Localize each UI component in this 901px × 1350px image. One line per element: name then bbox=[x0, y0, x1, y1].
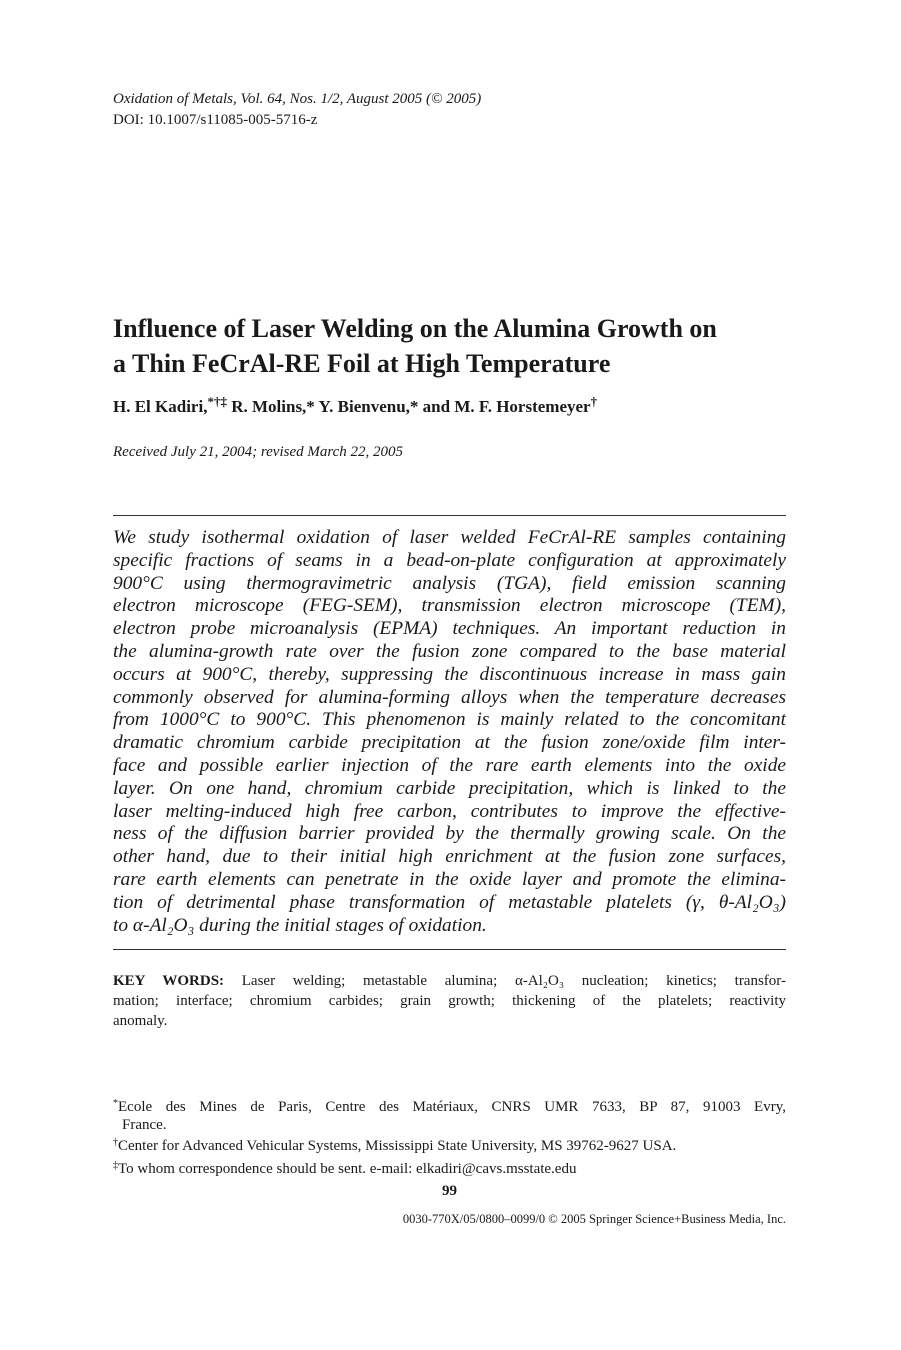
paper-title bbox=[113, 311, 786, 381]
abstract-line: tion of detrimental phase transformation of metastable platelets (γ, θ-Al₂O₃) bbox=[113, 891, 786, 913]
abstract-line: the alumina-growth rate over the fusion zone compared to the base material bbox=[113, 640, 786, 662]
author-name: M. F. Horstemeyer bbox=[454, 397, 591, 416]
title-line: a Thin FeCrAl-RE Foil at High Temperature bbox=[113, 349, 611, 378]
abstract-line: laser melting-induced high free carbon, contributes to improve the effective- bbox=[113, 800, 786, 822]
keywords-line: anomaly. bbox=[113, 1013, 168, 1029]
keywords-line bbox=[113, 971, 786, 991]
abstract-line: from 1000°C to 900°C. This phenomenon is mainly related to the concomitant bbox=[113, 709, 786, 731]
journal-citation: Oxidation of Metals, Vol. 64, Nos. 1/2, August 2005 (© 2005) bbox=[113, 91, 482, 107]
doi: DOI: 10.1007/s11085-005-5716-z bbox=[113, 112, 318, 128]
abstract-line: electron microscope (FEG-SEM), transmission electron microscope (TEM), bbox=[113, 595, 786, 617]
page-number: 99 bbox=[442, 1183, 457, 1199]
author-name: Y. Bienvenu,* bbox=[318, 397, 419, 416]
footnote-line bbox=[113, 1098, 786, 1116]
abstract-line: to α-Al₂O₃ during the initial stages of oxidation. bbox=[113, 914, 487, 936]
keywords-label: KEY WORDS: bbox=[113, 973, 225, 989]
footnote-affiliation bbox=[113, 1098, 786, 1134]
author-name: H. El Kadiri, bbox=[113, 397, 208, 416]
footnote-text: Center for Advanced Vehicular Systems, Mississippi State University, MS 39762-9627 USA. bbox=[118, 1138, 677, 1154]
abstract-line: layer. On one hand, chromium carbide precipitation, which is linked to the bbox=[113, 777, 786, 799]
abstract-line: ness of the diffusion barrier provided by the thermally growing scale. On the bbox=[113, 823, 786, 845]
footnote-line bbox=[113, 1160, 786, 1178]
abstract-line: We study isothermal oxidation of laser welded FeCrAl-RE samples containing bbox=[113, 527, 786, 548]
abstract-line: dramatic chromium carbide precipitation at the fusion zone/oxide film inter- bbox=[113, 732, 786, 754]
copyright-line: 0030-770X/05/0800–0099/0 © 2005 Springer Science+Business Media, Inc. bbox=[402, 1212, 786, 1226]
keywords-line: mation; interface; chromium carbides; grain growth; thickening of the platelets; reactivity bbox=[113, 993, 786, 1009]
keywords bbox=[113, 971, 786, 1031]
footnote-mark: † bbox=[113, 1137, 118, 1148]
footnotes bbox=[113, 1098, 786, 1178]
abstract-line: face and possible earlier injection of the rare earth elements into the oxide bbox=[113, 754, 786, 776]
received-dates: Received July 21, 2004; revised March 22, 2005 bbox=[113, 444, 404, 460]
title-line: Influence of Laser Welding on the Alumina Growth on bbox=[113, 314, 717, 343]
footnote-text: To whom correspondence should be sent. e-mail: elkadiri@cavs.msstate.edu bbox=[118, 1161, 577, 1177]
abstract-top-rule bbox=[113, 515, 786, 516]
abstract-line: specific fractions of seams in a bead-on-plate configuration at approximately bbox=[113, 549, 786, 571]
footnote-line: France. bbox=[122, 1117, 167, 1133]
journal-header bbox=[113, 89, 481, 131]
author-conjunction: and bbox=[422, 397, 451, 416]
footnote-text: Ecole des Mines de Paris, Centre des Matériaux, CNRS UMR 7633, BP 87, 91003 Evry, bbox=[118, 1099, 786, 1115]
author-list bbox=[113, 394, 598, 417]
author-affiliation-marks: *†‡ bbox=[207, 394, 227, 409]
footnote-mark: ‡ bbox=[113, 1160, 118, 1171]
footnote-line bbox=[113, 1137, 786, 1155]
abstract-line: other hand, due to their initial high enrichment at the fusion zone surfaces, bbox=[113, 846, 786, 868]
abstract bbox=[113, 527, 786, 937]
abstract-line: commonly observed for alumina-forming alloys when the temperature decreases bbox=[113, 686, 786, 708]
author-name: R. Molins,* bbox=[231, 397, 315, 416]
abstract-bottom-rule bbox=[113, 949, 786, 950]
abstract-line: occurs at 900°C, thereby, suppressing the discontinuous increase in mass gain bbox=[113, 663, 786, 685]
footnote-mark: * bbox=[113, 1098, 118, 1109]
abstract-line: 900°C using thermogravimetric analysis (TGA), field emission scanning bbox=[113, 572, 786, 594]
keywords-text: Laser welding; metastable alumina; α-Al₂O₃ nucleation; kinetics; transfor- bbox=[241, 973, 786, 989]
abstract-line: rare earth elements can penetrate in the oxide layer and promote the elimina- bbox=[113, 868, 786, 890]
abstract-line: electron probe microanalysis (EPMA) techniques. An important reduction in bbox=[113, 618, 786, 640]
footnote-correspondence bbox=[113, 1160, 786, 1178]
author-affiliation-marks: † bbox=[590, 394, 598, 409]
footnote-affiliation bbox=[113, 1137, 786, 1155]
